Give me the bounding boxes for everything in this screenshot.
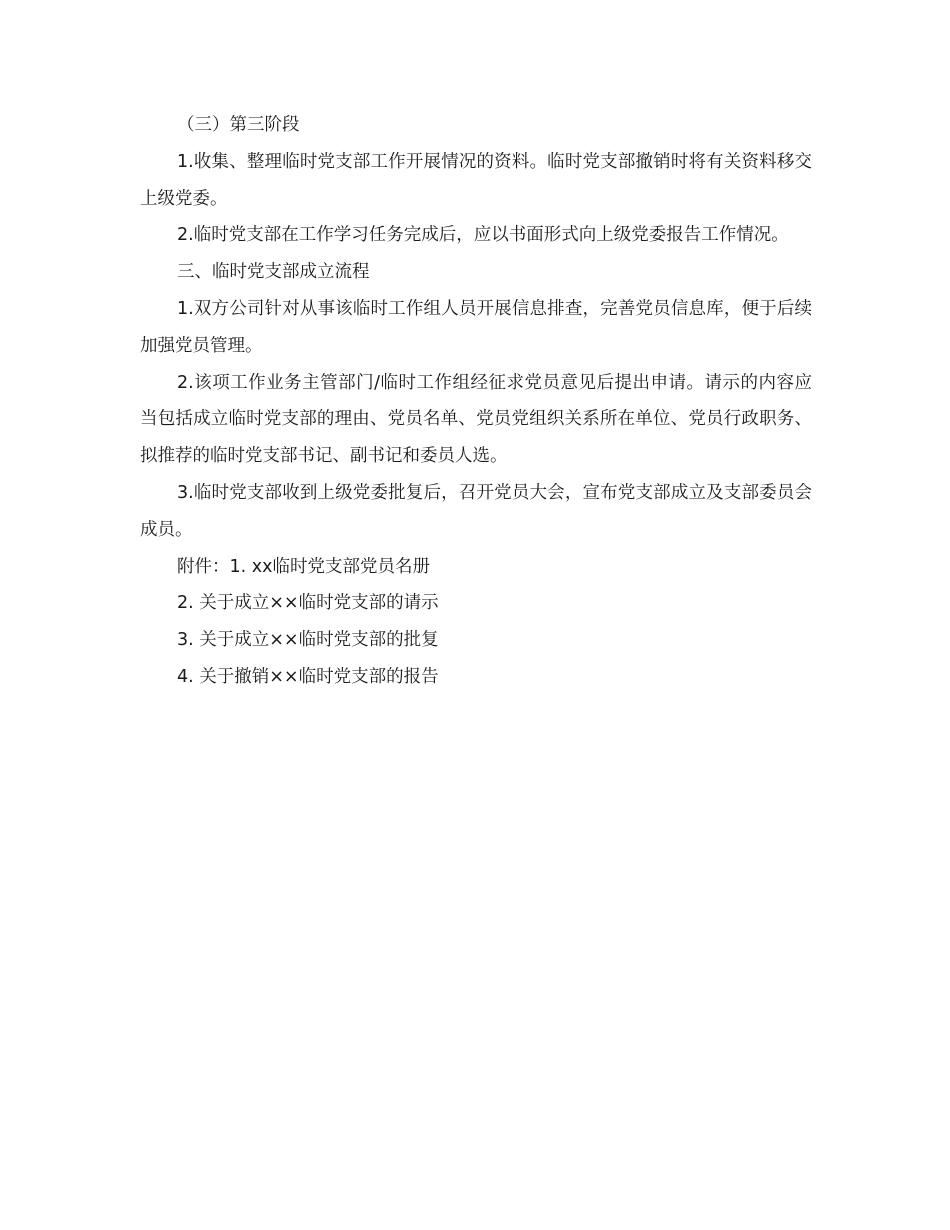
section-heading-stage-three: （三）第三阶段 [177, 115, 300, 135]
attachment-item-4: 4. 关于撤销××临时党支部的报告 [177, 666, 439, 687]
document-body [140, 107, 812, 696]
paragraph-process-item-2: 2.该项工作业务主管部门/临时工作组经征求党员意见后提出申请。请示的内容应当包括成立临时党支部的理由、党员名单、党员党组织关系所在单位、党员行政职务、拟推荐的临时党支部书记、副书记和委员人选。 [140, 372, 812, 467]
paragraph-process-item-1: 1.双方公司针对从事该临时工作组人员开展信息排查，完善党员信息库，便于后续加强党员管理。 [140, 298, 812, 356]
paragraph-stage-three-item-2: 2.临时党支部在工作学习任务完成后，应以书面形式向上级党委报告工作情况。 [177, 225, 789, 246]
attachment-item-3: 3. 关于成立××临时党支部的批复 [177, 630, 439, 651]
paragraph-process-item-3: 3.临时党支部收到上级党委批复后，召开党员大会，宣布党支部成立及支部委员会成员。 [140, 482, 812, 540]
attachment-item-1: 附件：1. xx临时党支部党员名册 [177, 556, 430, 577]
section-heading-establishment-process: 三、临时党支部成立流程 [177, 262, 370, 283]
attachment-item-2: 2. 关于成立××临时党支部的请示 [177, 593, 439, 614]
paragraph-stage-three-item-1: 1.收集、整理临时党支部工作开展情况的资料。临时党支部撤销时将有关资料移交上级党委。 [140, 151, 812, 209]
